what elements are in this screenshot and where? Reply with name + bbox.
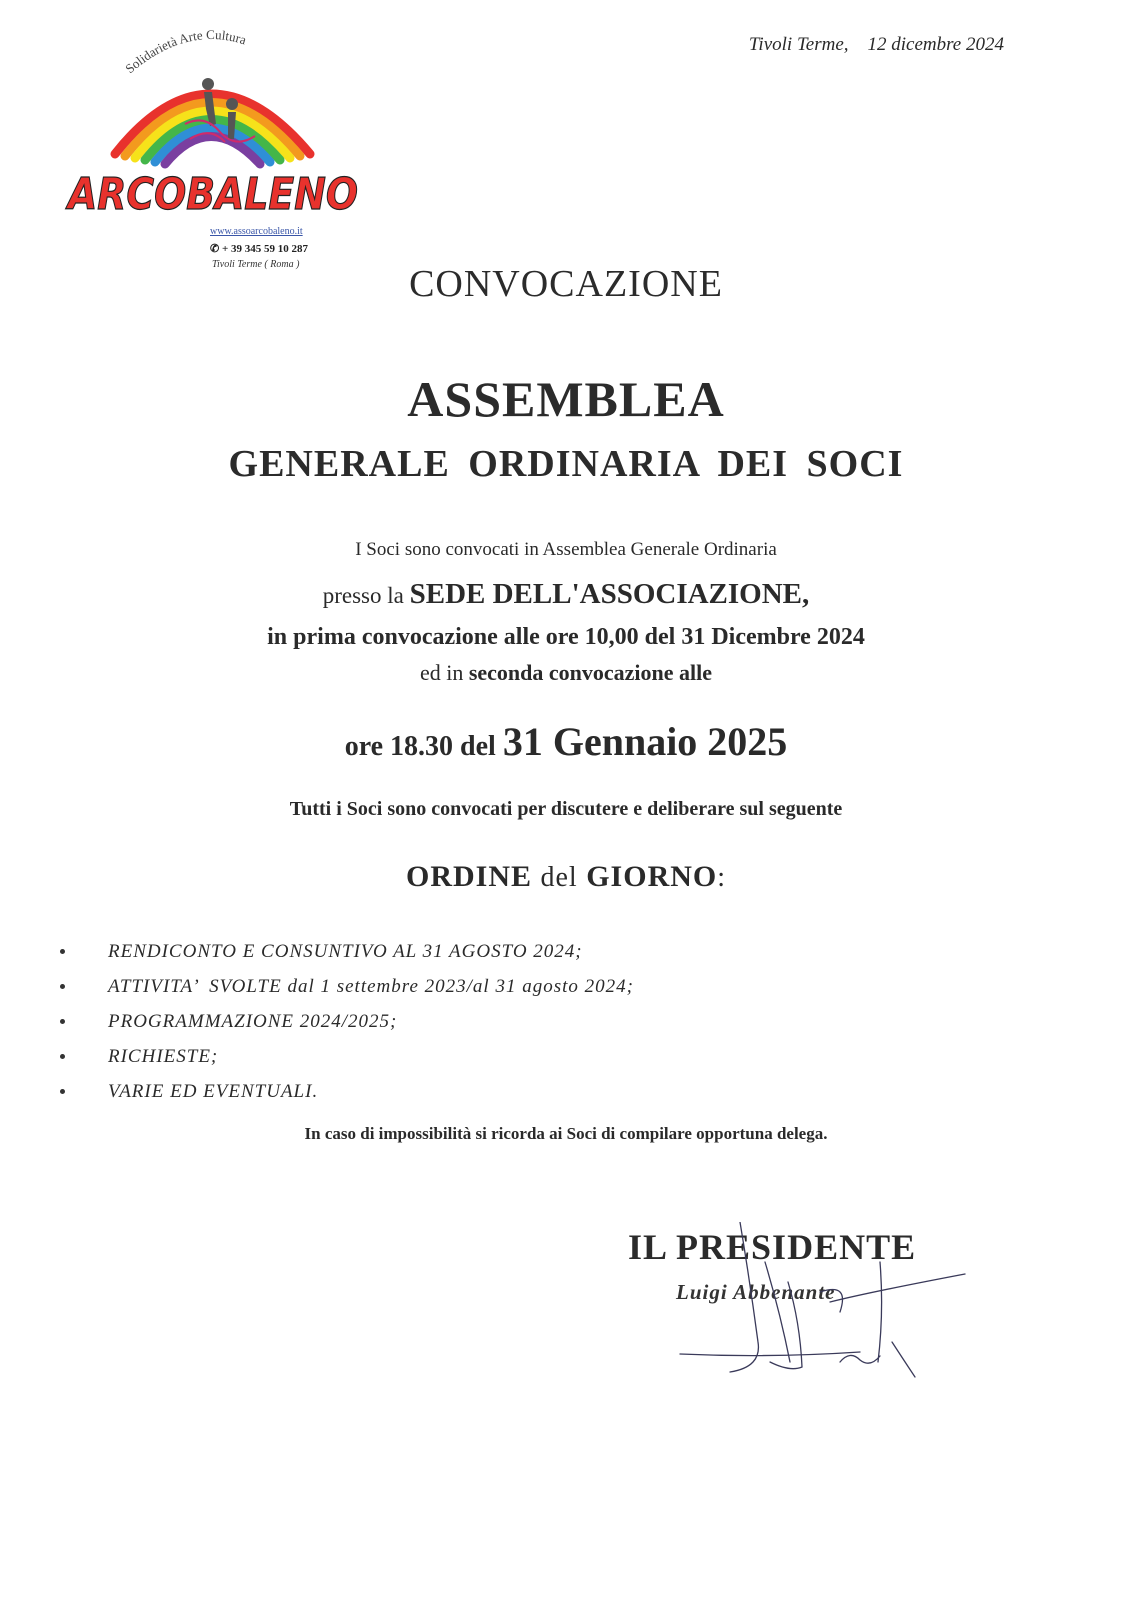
title-convocazione: CONVOCAZIONE	[409, 263, 723, 305]
list-item	[56, 1074, 634, 1109]
logo-phone	[210, 242, 308, 255]
agenda-item-text: VARIE ED EVENTUALI.	[108, 1081, 319, 1102]
delegation-note: In caso di impossibilità si ricorda ai Soci di compilare opportuna delega.	[304, 1124, 828, 1143]
body-line-4-bold: seconda convocazione alle	[468, 660, 713, 685]
body-line-1: I Soci sono convocati in Assemblea Generale Ordinaria	[355, 539, 777, 560]
rainbow-logo-graphic	[60, 14, 380, 229]
agenda-item-text: RICHIESTE;	[108, 1046, 219, 1067]
title-subtitle: GENERALE ORDINARIA DEI SOCI	[228, 443, 904, 485]
agenda-list	[56, 934, 634, 1109]
association-logo	[60, 14, 380, 274]
body-line-2-bold: SEDE DELL'ASSOCIAZIONE,	[409, 578, 810, 610]
bullet-icon	[60, 1089, 65, 1094]
signature-role: IL PRESIDENTE	[628, 1227, 917, 1267]
agenda-title	[0, 860, 1132, 894]
list-item	[56, 969, 634, 1004]
agenda-item-text: RENDICONTO E CONSUNTIVO AL 31 AGOSTO 2024;	[108, 941, 583, 962]
logo-phone-number: + 39 345 59 10 287	[221, 243, 308, 255]
signature-name: Luigi Abbenante	[676, 1280, 836, 1304]
logo-website: www.assoarcobaleno.it	[210, 226, 303, 237]
agenda-title-d: :	[717, 862, 727, 893]
bullet-icon	[60, 1054, 65, 1059]
agenda-title-c: GIORNO	[577, 860, 718, 893]
agenda-title-b: del	[540, 862, 578, 893]
list-item	[56, 1039, 634, 1074]
logo-name: ARCOBALENO	[65, 169, 358, 220]
date-line: Tivoli Terme, 12 dicembre 2024	[748, 34, 1004, 55]
body-line-3: in prima convocazione alle ore 10,00 del 31 Dicembre 2024	[267, 624, 865, 650]
title-assemblea: ASSEMBLEA	[407, 371, 725, 427]
handwritten-signature	[670, 1222, 970, 1392]
agenda-item-text: PROGRAMMAZIONE 2024/2025;	[108, 1011, 398, 1032]
body-line-4	[0, 660, 1132, 686]
agenda-item-text: ATTIVITA’ SVOLTE dal 1 settembre 2023/al 31 agosto 2024;	[108, 976, 634, 997]
list-item	[56, 934, 634, 969]
bullet-icon	[60, 1019, 65, 1024]
body-line-5-pre: ore 18.30 del	[344, 731, 503, 762]
body-line-2-pre: presso la	[322, 583, 410, 608]
body-line-5-date: 31 Gennaio 2025	[502, 719, 788, 764]
phone-icon: ✆	[210, 243, 222, 255]
logo-city: Tivoli Terme ( Roma )	[212, 259, 300, 270]
bullet-icon	[60, 949, 65, 954]
body-line-2	[0, 578, 1132, 611]
body-line-6: Tutti i Soci sono convocati per discutere e deliberare sul seguente	[289, 798, 843, 820]
agenda-title-a: ORDINE	[405, 860, 541, 893]
body-line-5	[0, 718, 1132, 765]
list-item	[56, 1004, 634, 1039]
bullet-icon	[60, 984, 65, 989]
logo-arc-text: Solidarietà Arte Cultura	[122, 26, 249, 77]
body-line-4-pre: ed in	[419, 660, 469, 685]
